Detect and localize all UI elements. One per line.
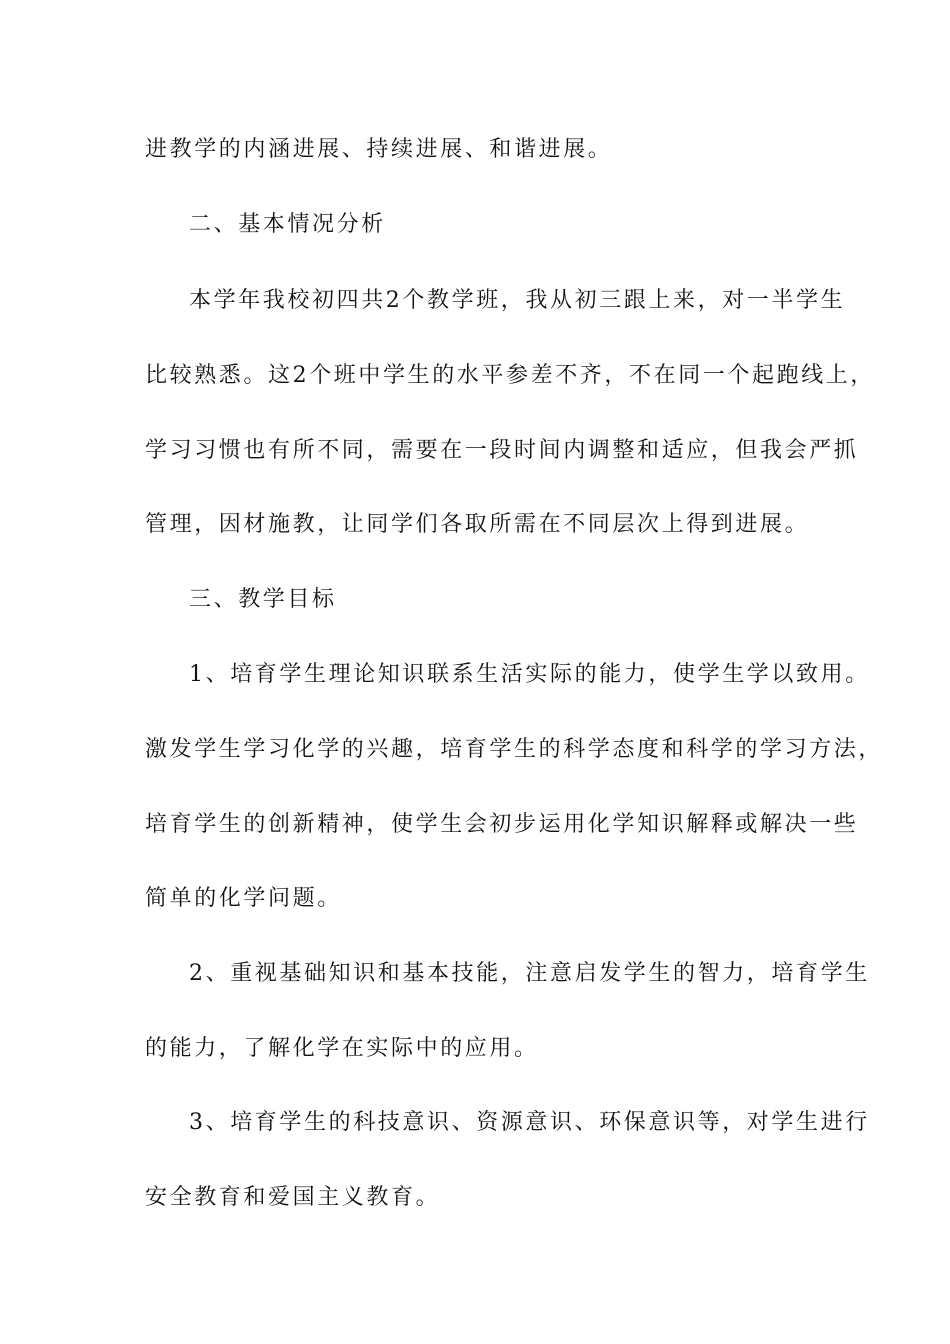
- paragraph-line: 1、培育学生理论知识联系生活实际的能力，使学生学以致用。: [189, 662, 870, 687]
- paragraph-line: 进教学的内涵进展、持续进展、和谐进展。: [145, 137, 613, 162]
- paragraph-line: 管理，因材施教，让同学们各取所需在不同层次上得到进展。: [145, 512, 810, 537]
- section-heading: 三、教学目标: [189, 587, 337, 612]
- paragraph-line: 3、培育学生的科技意识、资源意识、环保意识等，对学生进行: [189, 1110, 870, 1135]
- paragraph-line: 简单的化学问题。: [145, 886, 342, 911]
- paragraph-line: 2、重视基础知识和基本技能，注意启发学生的智力，培育学生: [189, 961, 870, 986]
- paragraph-line: 培育学生的创新精神，使学生会初步运用化学知识解释或解决一些: [145, 812, 859, 837]
- paragraph-line: 比较熟悉。这2个班中学生的水平参差不齐，不在同一个起跑线上，: [145, 363, 875, 388]
- paragraph-line: 安全教育和爱国主义教育。: [145, 1185, 441, 1210]
- paragraph-line: 学习习惯也有所不同，需要在一段时间内调整和适应，但我会严抓: [145, 438, 859, 463]
- paragraph-line: 本学年我校初四共2个教学班，我从初三跟上来，对一半学生: [189, 288, 846, 313]
- section-heading: 二、基本情况分析: [189, 212, 386, 237]
- paragraph-line: 的能力，了解化学在实际中的应用。: [145, 1036, 539, 1061]
- paragraph-line: 激发学生学习化学的兴趣，培育学生的科学态度和科学的学习方法，: [145, 737, 884, 762]
